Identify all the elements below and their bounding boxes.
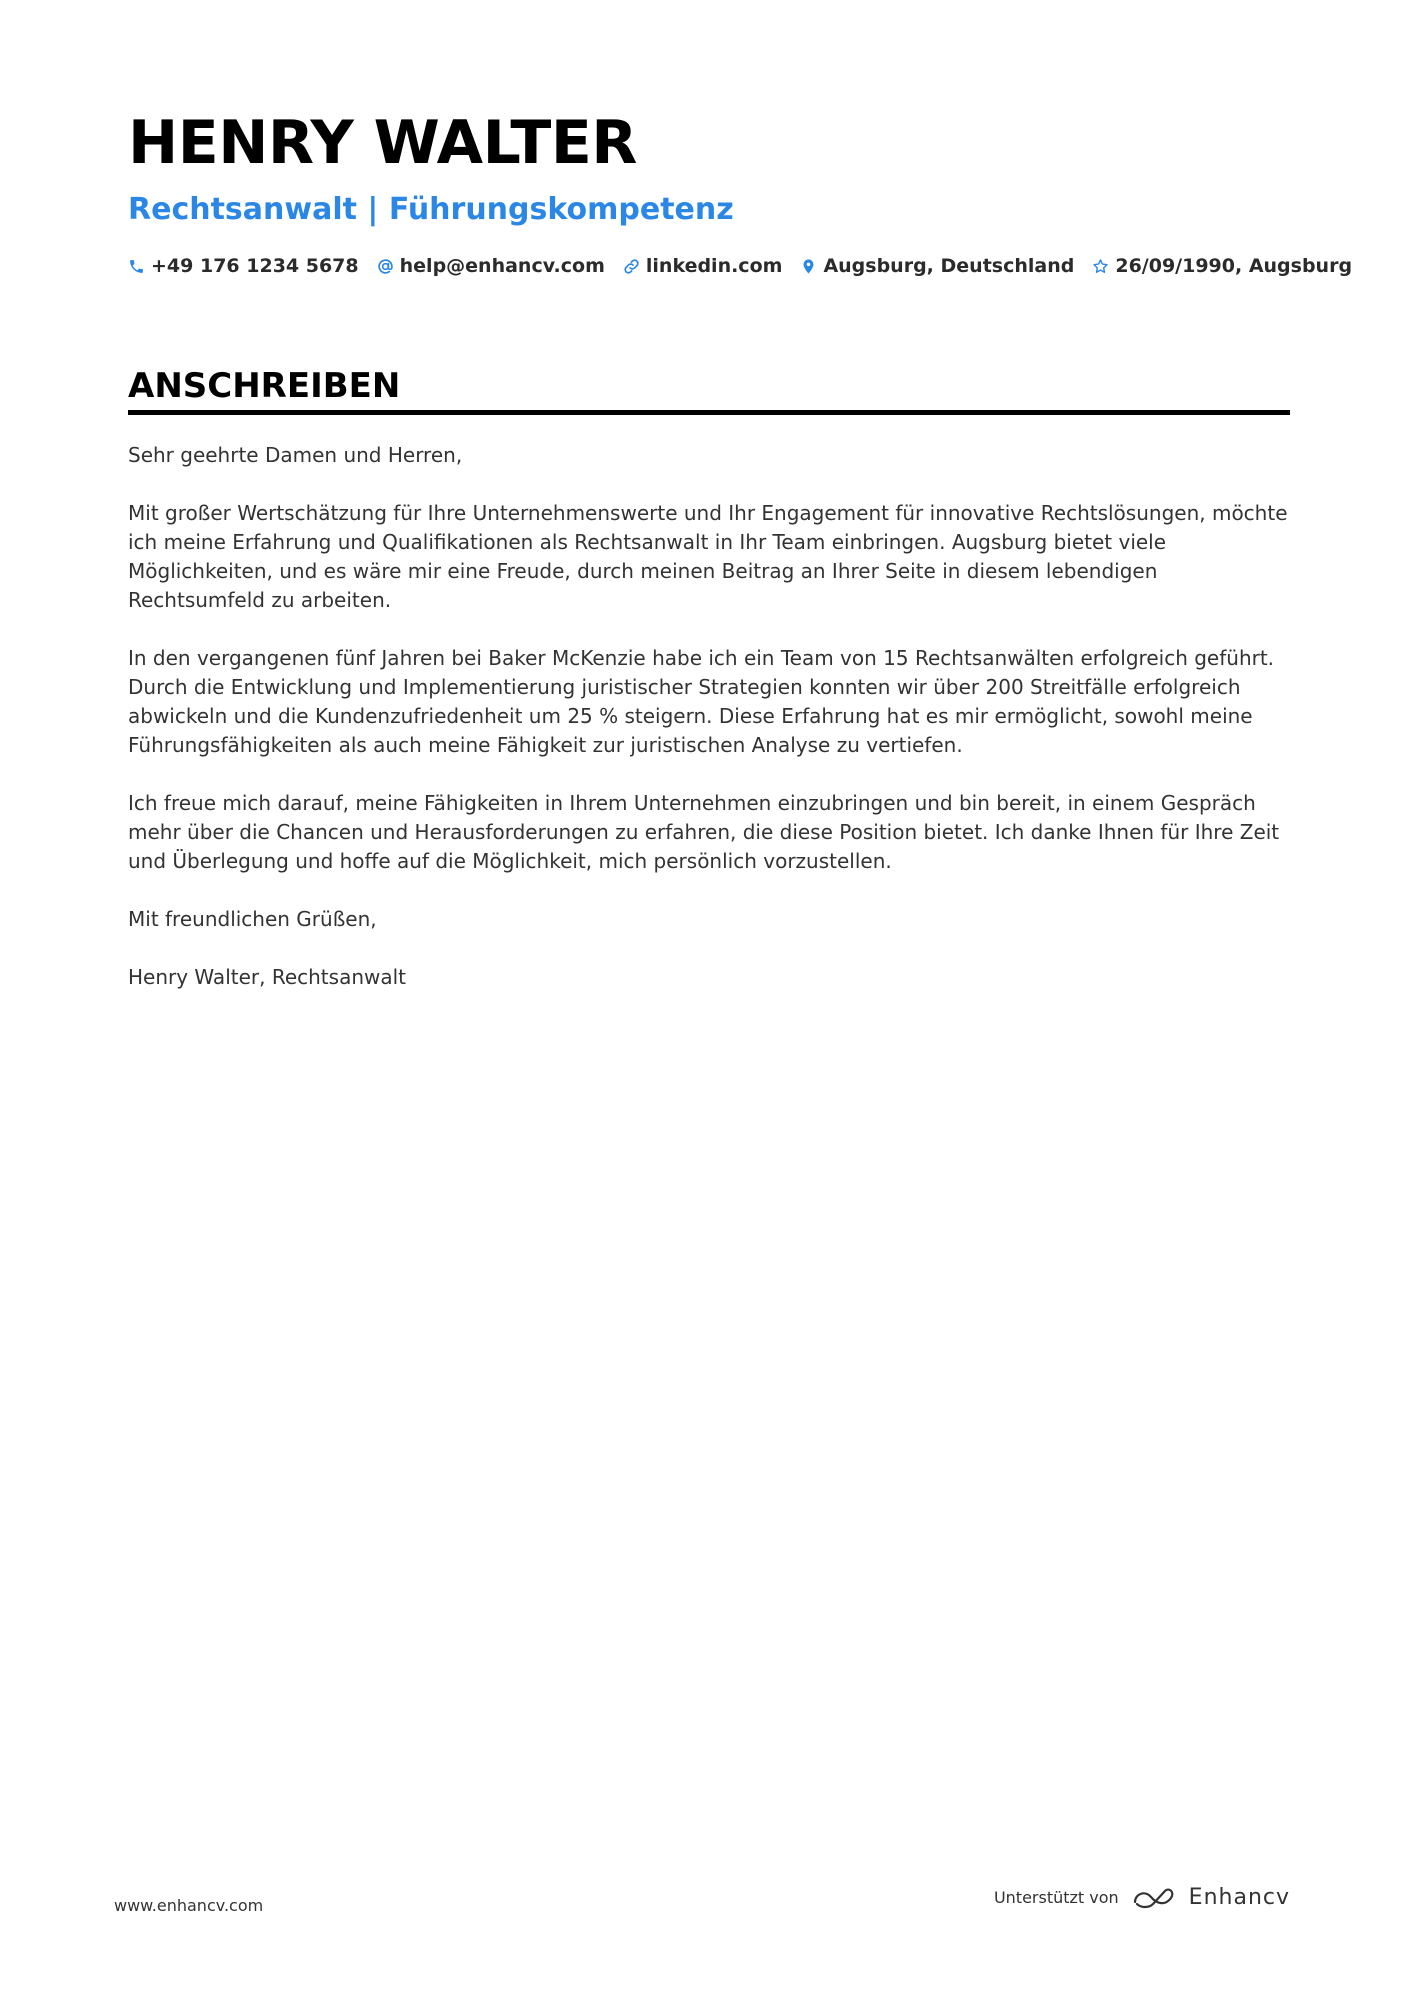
contact-linkedin-text: linkedin.com: [645, 255, 783, 277]
contact-birth: [1092, 255, 1352, 277]
letter-signature: Henry Walter, Rechtsanwalt: [128, 965, 407, 989]
letter-closing: Mit freundlichen Grüßen,: [128, 907, 377, 931]
star-icon: [1092, 258, 1109, 275]
footer-website[interactable]: www.enhancv.com: [114, 1896, 264, 1915]
at-icon: [377, 258, 394, 275]
contact-email[interactable]: [377, 255, 605, 277]
link-icon: [623, 258, 640, 275]
letter-paragraph: In den vergangenen fünf Jahren bei Baker McKenzie habe ich ein Team von 15 Rechtsanwälten erfolgreich geführt. Durch die Entwicklung und Implementierung juristischer Strategien konnten wir über 200 Streitfälle erfolgreich abwickeln und die Kundenzufriedenheit um 25 % steigern. Diese Erfahrung hat es mir ermöglicht, sowohl meine Führungsfähigkeiten als auch meine Fähigkeit zur juristischen Analyse zu vertiefen.: [128, 646, 1275, 757]
contact-email-text: help@enhancv.com: [399, 255, 605, 277]
contact-phone[interactable]: [128, 255, 359, 277]
contact-phone-text: +49 176 1234 5678: [151, 255, 359, 277]
letter-paragraph: Ich freue mich darauf, meine Fähigkeiten in Ihrem Unternehmen einzubringen und bin bereit, in einem Gespräch mehr über die Chancen und Herausforderungen zu erfahren, die diese Position bietet. Ich danke Ihnen für Ihre Zeit und Überlegung und hoffe auf die Möglichkeit, mich persönlich vorzustellen.: [128, 791, 1280, 873]
contact-location: [800, 255, 1074, 277]
enhancv-logo-icon: [1131, 1884, 1177, 1910]
letter-paragraph: Mit großer Wertschätzung für Ihre Unternehmenswerte und Ihr Engagement für innovative Rechtslösungen, möchte ich meine Erfahrung und Qualifikationen als Rechtsanwalt in Ihr Team einbringen. Augsburg bietet viele Möglichkeiten, und es wäre mir eine Freude, durch meinen Beitrag an Ihrer Seite in diesem lebendigen Rechtsumfeld zu arbeiten.: [128, 501, 1288, 612]
footer-branding: [994, 1884, 1290, 1910]
applicant-name: HENRY WALTER: [128, 108, 638, 178]
contact-linkedin[interactable]: [623, 255, 783, 277]
contact-location-text: Augsburg, Deutschland: [823, 255, 1075, 277]
letter-salutation: Sehr geehrte Damen und Herren,: [128, 443, 463, 467]
applicant-title: Rechtsanwalt | Führungskompetenz: [128, 192, 734, 227]
brand-name: Enhancv: [1188, 1884, 1290, 1910]
location-pin-icon: [800, 258, 817, 275]
letter-body: [128, 441, 1290, 1021]
section-title: ANSCHREIBEN: [128, 366, 401, 406]
contact-bar: [128, 255, 1370, 277]
powered-by-label: Unterstützt von: [993, 1887, 1119, 1907]
contact-birth-text: 26/09/1990, Augsburg: [1115, 255, 1353, 277]
section-divider: [128, 410, 1290, 415]
phone-icon: [128, 258, 145, 275]
